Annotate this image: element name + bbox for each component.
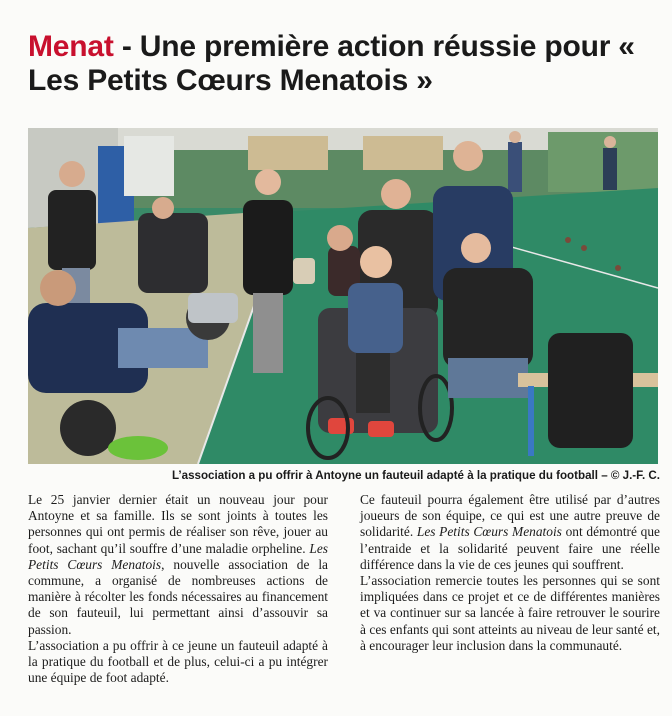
paragraph: L’association remercie toutes les personnes qui se sont impliquées dans ce projet et ce de différentes manières et va continuer sur sa lancée à faire retrouver le sourire à ces enfants qui sont atteints au niveau de leur santé et, à encourager leur inclusion dans la communauté. bbox=[360, 573, 660, 653]
article-photo bbox=[28, 128, 658, 464]
ball bbox=[615, 265, 621, 271]
person-left-standing bbox=[48, 190, 96, 270]
power-wheelchair bbox=[138, 213, 208, 293]
text-run: ont démontré que l’entraide et la solidarité peuvent faire une réelle différence dans la vie de ces jeunes qui souffrent. bbox=[360, 524, 660, 572]
person-head bbox=[381, 179, 411, 209]
photo-caption: L’association a pu offrir à Antoyne un fauteuil adapté à la pratique du football – © J.-F. C. bbox=[171, 469, 660, 482]
child-head bbox=[360, 246, 392, 278]
text-run: Ce fauteuil pourra également être utilisé par d’autres joueurs de son équipe, ce qui est une autre preuve de solidarité. bbox=[360, 492, 660, 540]
paragraph bbox=[360, 492, 660, 573]
wheel bbox=[60, 400, 116, 456]
paragraph: L’association a pu offrir à ce jeune un fauteuil adapté à la pratique du football et de plus, celui-ci a pu intégrer une équipe de foot adapté. bbox=[28, 637, 328, 686]
column-1 bbox=[28, 492, 328, 686]
ball bbox=[581, 245, 587, 251]
green-wheel bbox=[108, 436, 168, 460]
person-man-right bbox=[443, 268, 533, 368]
child-legs bbox=[356, 353, 390, 413]
player-head bbox=[604, 136, 616, 148]
headline-kicker: Menat bbox=[28, 30, 114, 63]
player-head bbox=[509, 131, 521, 143]
text-run: , nouvelle association de la commune, a organisé de nombreuses actions de manière à récolter les fonds nécessaires au financement de son fauteuil, lui permettant ainsi d’assouvir sa passion. bbox=[28, 556, 328, 637]
column-2 bbox=[360, 492, 660, 686]
ball bbox=[565, 237, 571, 243]
person-woman bbox=[243, 200, 293, 295]
wall-poster bbox=[248, 136, 328, 170]
child-shoe bbox=[328, 418, 354, 434]
person-head bbox=[453, 141, 483, 171]
article-body bbox=[28, 492, 660, 686]
headline-title: Une première action réussie pour « Les Petits Cœurs Menatois » bbox=[28, 30, 635, 97]
bench-leg bbox=[528, 386, 534, 456]
paragraph bbox=[28, 492, 328, 638]
person-head bbox=[152, 197, 174, 219]
player-figure bbox=[603, 148, 617, 190]
person-head bbox=[59, 161, 85, 187]
person-legs bbox=[253, 293, 283, 373]
text-run: Le 25 janvier dernier était un nouveau jour pour Antoyne et sa famille. Ils se sont joints à toutes les personnes qui ont permis de réaliser son rêve, jouer au foot, sachant qu’il souffre d’une maladie orpheline. bbox=[28, 492, 328, 556]
coat-pile bbox=[548, 333, 633, 448]
person-head bbox=[40, 270, 76, 306]
association-name: Les Petits Cœurs Menatois bbox=[28, 540, 328, 572]
wall-poster bbox=[363, 136, 443, 170]
player-figure bbox=[508, 142, 522, 192]
child-jacket bbox=[348, 283, 403, 353]
headline-separator: - bbox=[113, 30, 140, 63]
handbag bbox=[293, 258, 315, 284]
photo-illustration bbox=[28, 128, 658, 464]
window bbox=[124, 136, 174, 196]
person-head bbox=[255, 169, 281, 195]
wheelchair-base bbox=[188, 293, 238, 323]
person-head bbox=[461, 233, 491, 263]
article-headline bbox=[28, 30, 658, 98]
child-shoe bbox=[368, 421, 394, 437]
person-legs bbox=[448, 358, 528, 398]
association-name: Les Petits Cœurs Menatois bbox=[416, 524, 562, 540]
person-head bbox=[327, 225, 353, 251]
